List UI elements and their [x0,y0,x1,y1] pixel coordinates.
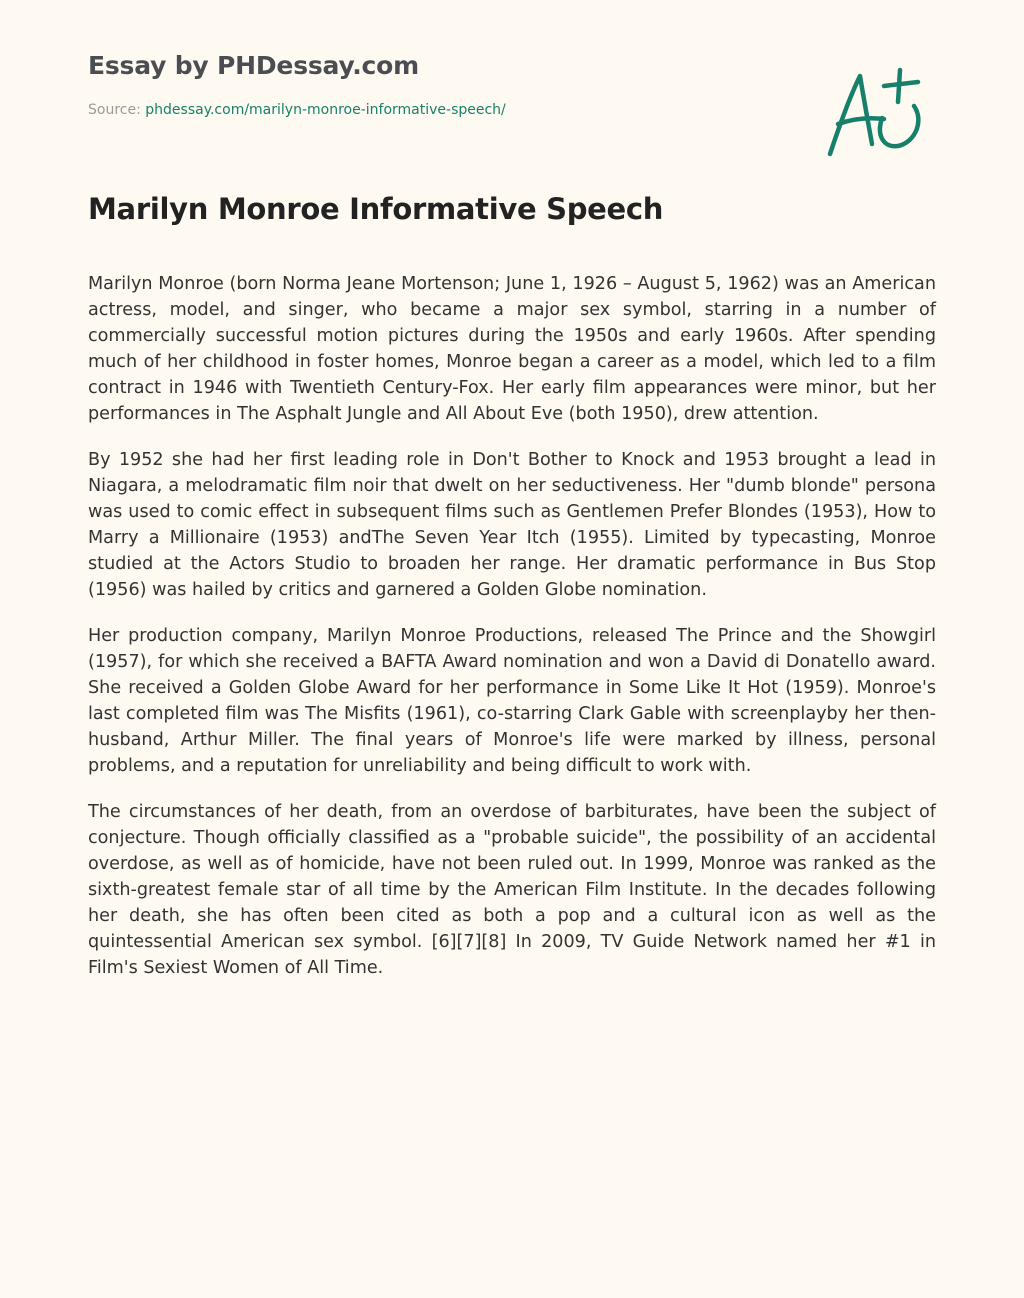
essay-paragraph: Marilyn Monroe (born Norma Jeane Mortenson; June 1, 1926 – August 5, 1962) was an American actress, model, and singer, who became a major sex symbol, starring in a number of commercially successful motion pictures during the 1950s and early 1960s. After spending much of her childhood in foster homes, Monroe began a career as a model, which led to a film contract in 1946 with Twentieth Century-Fox. Her early film appearances were minor, but her performances in The Asphalt Jungle and All About Eve (both 1950), drew attention. [88,274,936,424]
source-link[interactable]: phdessay.com/marilyn-monroe-informative-speech/ [145,102,506,118]
a-plus-grade-icon [820,62,930,162]
essay-paragraph: The circumstances of her death, from an overdose of barbiturates, have been the subject of conjecture. Though officially classified as a "probable suicide", the possibility of an accidental overdose, as well as of homicide, have not been ruled out. In 1999, Monroe was ranked as the sixth-greatest female star of all time by the American Film Institute. In the decades following her death, she has often been cited as both a pop and a cultural icon as well as the quintessential American sex symbol. [6][7][8] In 2009, TV Guide Network named her #1 in Film's Sexiest Women of All Time. [88,802,936,978]
essay-paragraph: Her production company, Marilyn Monroe Productions, released The Prince and the Showgirl (1957), for which she received a BAFTA Award nomination and won a David di Donatello award. She received a Golden Globe Award for her performance in Some Like It Hot (1959). Monroe's last completed film was The Misfits (1961), co-starring Clark Gable with screenplayby her then-husband, Arthur Miller. The final years of Monroe's life were marked by illness, personal problems, and a reputation for unreliability and being difficult to work with. [88,626,936,776]
essay-title: Marilyn Monroe Informative Speech [88,192,664,226]
source-line [88,100,506,120]
site-title: Essay by PHDessay.com [88,51,419,80]
source-label: Source: [88,102,146,118]
essay-body [88,271,936,1001]
essay-paragraph: By 1952 she had her first leading role in Don't Bother to Knock and 1953 brought a lead in Niagara, a melodramatic film noir that dwelt on her seductiveness. Her "dumb blonde" persona was used to comic effect in subsequent films such as Gentlemen Prefer Blondes (1953), How to Marry a Millionaire (1953) andThe Seven Year Itch (1955). Limited by typecasting, Monroe studied at the Actors Studio to broaden her range. Her dramatic performance in Bus Stop (1956) was hailed by critics and garnered a Golden Globe nomination. [88,450,936,600]
